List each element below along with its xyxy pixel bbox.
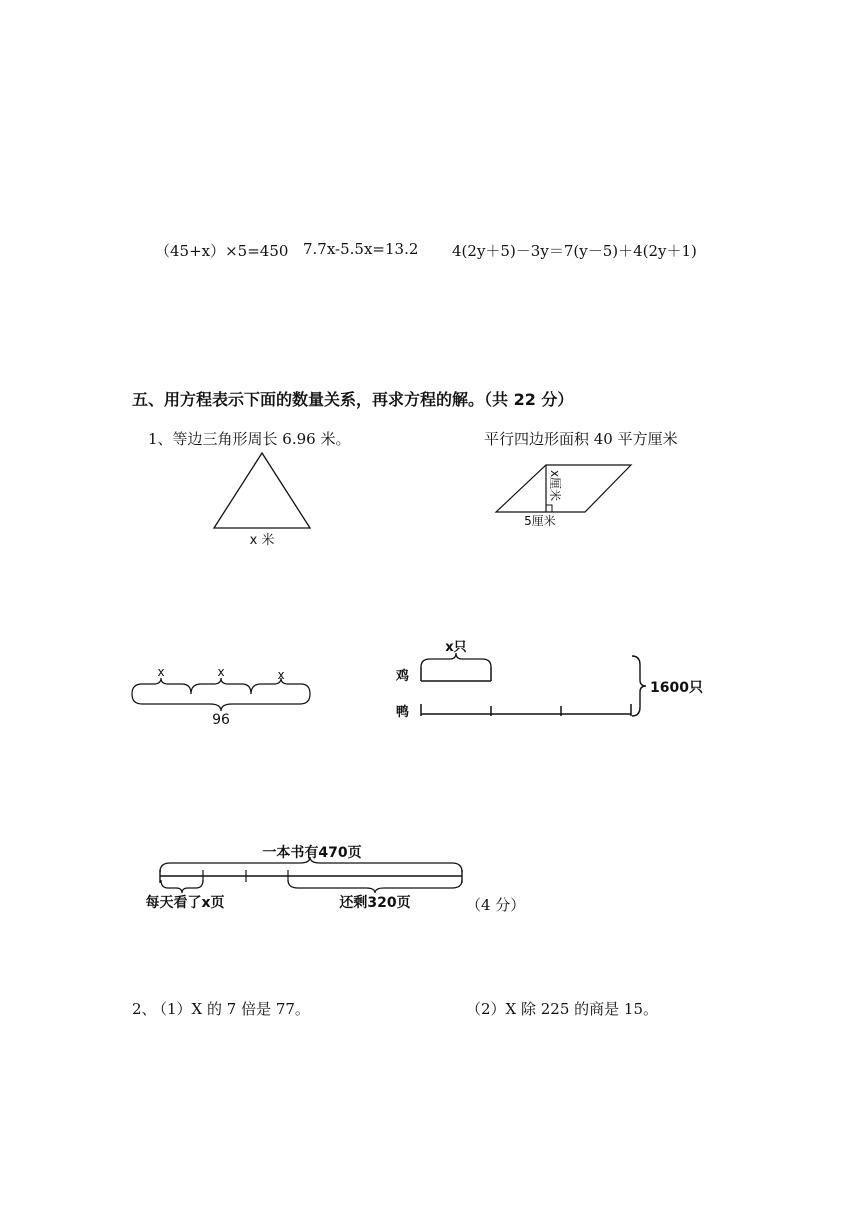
segment-label-1: x bbox=[157, 665, 165, 679]
parallelogram-figure bbox=[496, 465, 631, 528]
segments-figure bbox=[132, 665, 310, 728]
triangle-caption: 1、等边三角形周长 6.96 米。 bbox=[148, 430, 351, 448]
poultry-figure bbox=[395, 640, 703, 720]
parallelogram-height-label: x厘米 bbox=[548, 470, 562, 502]
poultry-total-label: 1600只 bbox=[650, 680, 703, 696]
equation-3: 4(2y＋5)－3y＝7(y－5)＋4(2y＋1) bbox=[452, 242, 697, 260]
chicken-x-label: x只 bbox=[445, 640, 467, 655]
equation-1: （45+x）×5=450 bbox=[155, 242, 289, 260]
q2-part2: （2）X 除 225 的商是 15。 bbox=[466, 1000, 659, 1018]
segments-total-label: 96 bbox=[212, 712, 230, 728]
triangle-figure bbox=[214, 453, 310, 548]
q2-part1: （1）X 的 7 倍是 77。 bbox=[152, 1000, 310, 1018]
parallelogram-caption: 平行四边形面积 40 平方厘米 bbox=[484, 430, 678, 448]
parallelogram-base-label: 5厘米 bbox=[524, 514, 556, 528]
segment-label-2: x bbox=[217, 665, 225, 679]
equation-2: 7.7x-5.5x=13.2 bbox=[303, 240, 419, 258]
section-heading: 五、用方程表示下面的数量关系，再求方程的解。（共 22 分） bbox=[132, 390, 574, 409]
book-score: （4 分） bbox=[466, 896, 526, 914]
chicken-label: 鸡 bbox=[396, 669, 410, 684]
book-remaining-label: 还剩320页 bbox=[339, 895, 411, 911]
book-figure bbox=[145, 844, 462, 911]
book-total-label: 一本书有470页 bbox=[262, 845, 362, 861]
book-daily-label: 每天看了x页 bbox=[145, 895, 225, 911]
segment-label-3: x bbox=[277, 668, 285, 682]
triangle-side-label: x 米 bbox=[249, 533, 275, 548]
q2-prefix: 2、 bbox=[132, 1000, 157, 1018]
duck-label: 鸭 bbox=[396, 705, 410, 720]
